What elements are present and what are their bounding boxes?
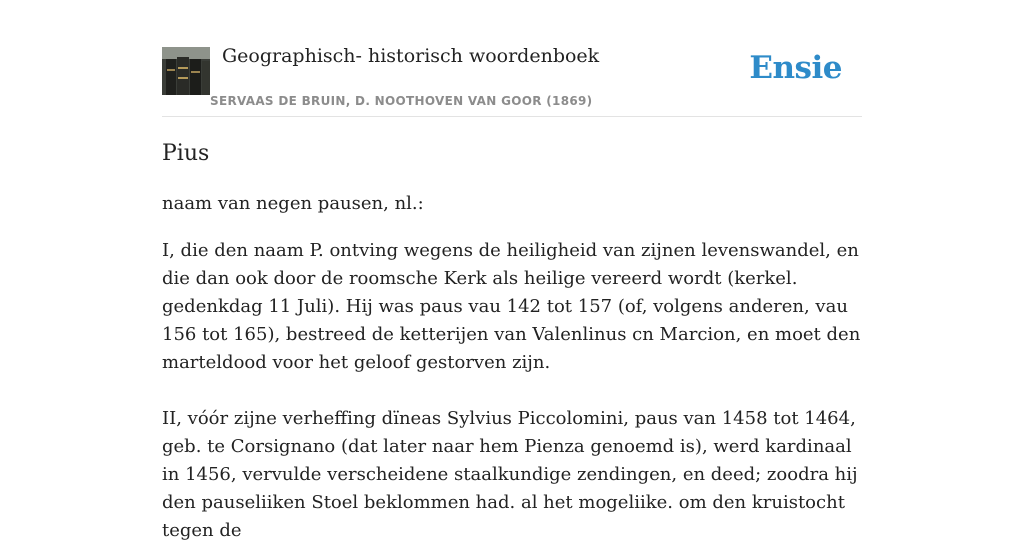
article-intro: naam van negen pausen, nl.: xyxy=(162,193,424,214)
site-header xyxy=(162,0,862,117)
article-title: Pius xyxy=(162,141,210,166)
book-spines-icon xyxy=(162,47,210,95)
book-authors: SERVAAS DE BRUIN, D. NOOTHOVEN VAN GOOR (1869) xyxy=(210,94,593,108)
article-paragraph: I, die den naam P. ontving wegens de heiligheid van zijnen levenswandel, en die dan ook door de roomsche Kerk als heilige vereerd wordt (kerkel. gedenkdag 11 Juli). Hij was paus vau 142 tot 157 (of, volgens anderen, vau 156 tot 165), bestreed de ketterijen van Valenlinus cn Marcion, en moet den marteldood voor het geloof gestorven zijn. xyxy=(162,240,861,373)
ensie-logo-link[interactable]: Ensie xyxy=(749,50,842,86)
book-avatar[interactable] xyxy=(162,47,210,95)
book-title[interactable]: Geographisch- historisch woordenboek xyxy=(222,45,600,67)
article xyxy=(162,138,862,545)
article-paragraph: II, vóór zijne verheffing dïneas Sylvius Piccolomini, paus van 1458 tot 1464, geb. te Corsignano (dat later naar hem Pienza genoemd is), werd kardinaal in 1456, vervulde verscheidene staalkundige zendingen, en deed; zoodra hij den pauseliiken Stoel beklommen had. al het mogeliike. om den kruistocht tegen de xyxy=(162,408,858,541)
